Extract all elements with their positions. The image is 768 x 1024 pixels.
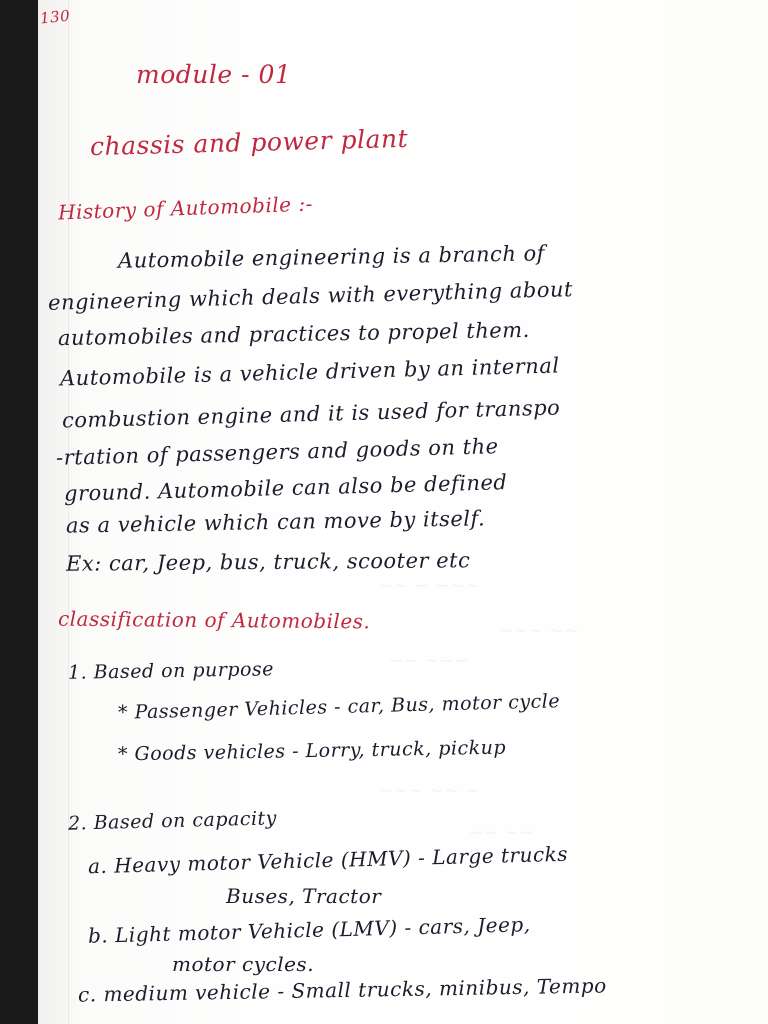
example-line: Ex: car, Jeep, bus, truck, scooter etc [65,548,471,576]
sub-list-item: c. medium vehicle - Small trucks, minibus, Tempo [77,973,607,1007]
page-number: 130 [39,6,71,28]
chapter-title: chassis and power plant [89,123,409,162]
paragraph-line: as a vehicle which can move by itself. [65,506,486,538]
section-heading-history: History of Automobile :- [57,191,314,225]
bleed-through-mark: ~~ ~~ [468,822,535,843]
module-heading: module - 01 [136,60,292,89]
notebook-page [38,0,768,1024]
paragraph-line: automobiles and practices to propel them. [57,317,530,351]
bleed-through-mark: ~~~ ~~ [498,620,580,641]
sub-list-item: * Passenger Vehicles - car, Bus, motor cycle [117,690,561,724]
sub-list-item: b. Light motor Vehicle (LMV) - cars, Jeep, [87,912,531,948]
paragraph-line: combustion engine and it is used for transpo [61,395,561,433]
bleed-through-mark: ~~~ ~~ ~ [378,780,480,801]
margin-line [68,0,69,1024]
sub-list-item-continuation: motor cycles. [172,952,315,976]
list-item-capacity: 2. Based on capacity [67,807,278,835]
bleed-through-mark: ~~ ~ ~~~ [378,575,480,596]
sub-list-item: * Goods vehicles - Lorry, truck, pickup [117,736,507,766]
paragraph-line: ground. Automobile can also be defined [63,470,508,506]
section-heading-classification: classification of Automobiles. [57,606,371,634]
sub-list-item-continuation: Buses, Tractor [226,884,382,908]
paragraph-line: -rtation of passengers and goods on the [55,434,499,470]
paragraph-line: Automobile engineering is a branch of [117,241,546,273]
paragraph-line: Automobile is a vehicle driven by an internal [59,353,560,391]
list-item-purpose: 1. Based on purpose [67,658,275,684]
sub-list-item: a. Heavy motor Vehicle (HMV) - Large trucks [87,841,569,879]
bleed-through-mark: ~~ ~~~ [388,650,470,671]
paragraph-line: engineering which deals with everything about [47,277,574,315]
